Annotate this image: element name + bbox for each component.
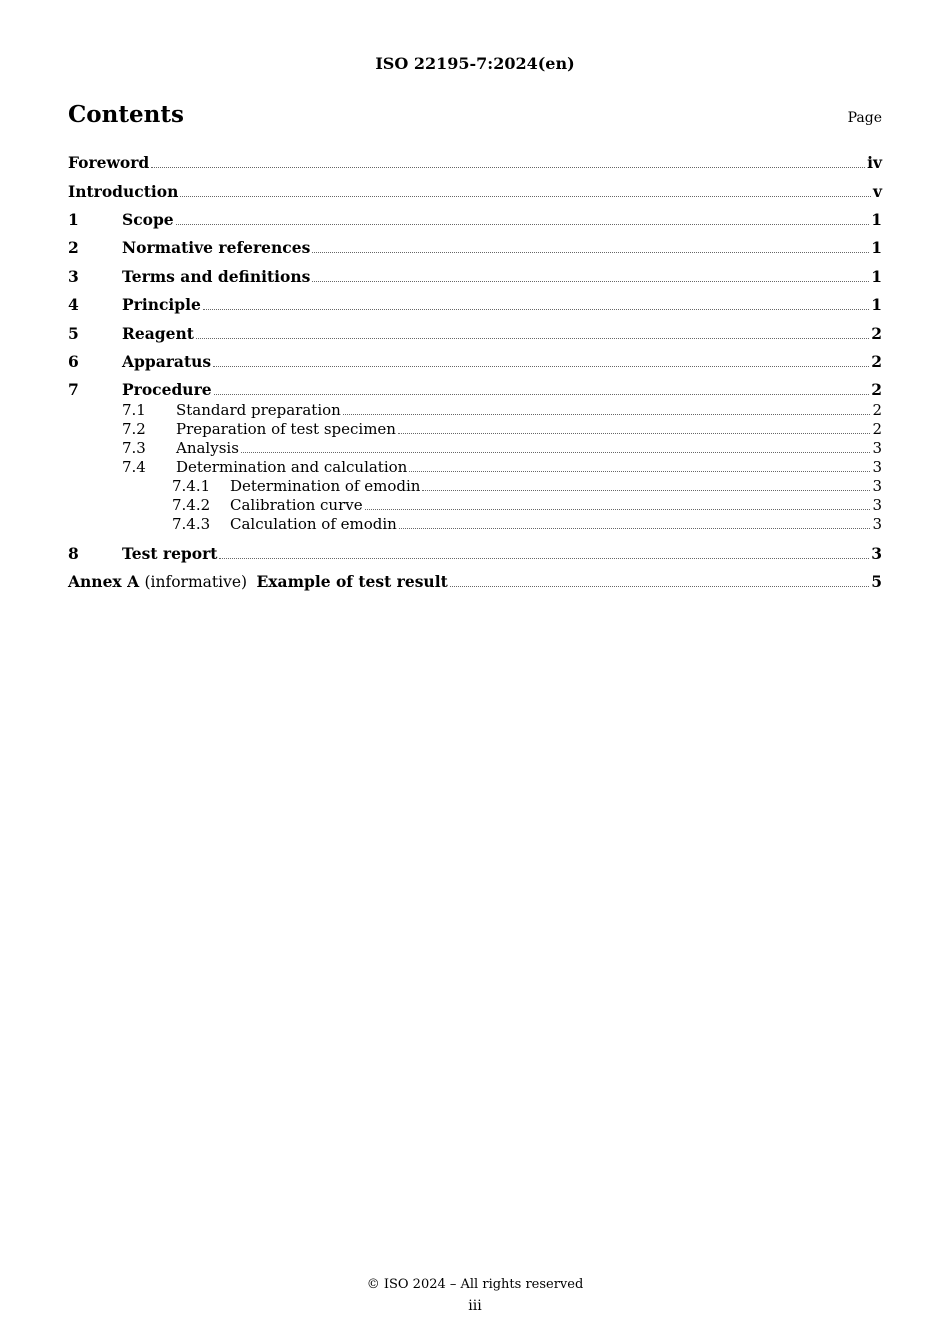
toc-entry-number: 1 xyxy=(68,210,79,229)
annex-type: (informative) xyxy=(144,573,248,591)
toc-entry-number: 7.4.2 xyxy=(172,496,211,514)
toc-entry-number: 7 xyxy=(68,380,79,399)
toc-entry-page: 3 xyxy=(872,496,882,514)
dot-leader xyxy=(241,451,871,453)
toc-entry-foreword[interactable] xyxy=(68,153,882,172)
toc-entry-page: 3 xyxy=(872,477,882,495)
toc-entry-page: 1 xyxy=(871,267,882,286)
toc-entry-number: 2 xyxy=(68,238,79,257)
toc-entry-number: 4 xyxy=(68,295,79,314)
toc-entry-page: 3 xyxy=(872,439,882,457)
toc-entry-page: 1 xyxy=(871,295,882,314)
toc-entry-calculation-of-emodin[interactable] xyxy=(68,515,882,533)
toc-entry-title: Terms and definitions xyxy=(122,267,311,286)
toc-entry-page: 3 xyxy=(872,458,882,476)
dot-leader xyxy=(409,470,870,472)
dot-leader xyxy=(343,413,871,415)
dot-leader xyxy=(180,195,871,197)
toc-entry-page: 2 xyxy=(872,401,882,419)
toc-entry-determination-of-emodin[interactable] xyxy=(68,477,882,495)
toc-entry-number: 6 xyxy=(68,352,79,371)
document-header: ISO 22195-7:2024(en) xyxy=(375,54,575,73)
toc-entry-scope[interactable] xyxy=(68,210,882,229)
toc-entry-page: v xyxy=(872,182,882,201)
toc-entry-title: Calculation of emodin xyxy=(230,515,397,533)
dot-leader xyxy=(365,508,871,510)
toc-entry-introduction[interactable] xyxy=(68,182,882,201)
toc-entry-title: Determination of emodin xyxy=(230,477,421,495)
toc-entry-preparation-of-test-specimen[interactable] xyxy=(68,420,882,438)
toc-entry-number: 7.4 xyxy=(122,458,146,476)
toc-entry-page: 3 xyxy=(872,515,882,533)
toc-entry-analysis[interactable] xyxy=(68,439,882,457)
toc-entry-number: 5 xyxy=(68,324,79,343)
toc-entry-title: Procedure xyxy=(122,380,212,399)
dot-leader xyxy=(151,166,865,168)
toc-entry-title: Test report xyxy=(122,544,218,563)
toc-entry-terms-and-definitions[interactable] xyxy=(68,267,882,286)
toc-entry-number: 7.1 xyxy=(122,401,146,419)
toc-entry-number: 7.4.3 xyxy=(172,515,211,533)
toc-entry-reagent[interactable] xyxy=(68,324,882,343)
dot-leader xyxy=(398,432,870,434)
dot-leader xyxy=(196,337,869,339)
toc-entry-title: Preparation of test specimen xyxy=(176,420,396,438)
toc-entry-test-report[interactable] xyxy=(68,544,882,563)
toc-entry-title: Normative references xyxy=(122,238,311,257)
page-column-label: Page xyxy=(847,110,882,126)
toc-entry-annex-a[interactable] xyxy=(68,572,882,591)
footer-copyright: © ISO 2024 – All rights reserved xyxy=(366,1277,584,1292)
toc-entry-page: 2 xyxy=(871,324,882,343)
annex-label: Annex A xyxy=(68,572,140,591)
annex-title: Example of test result xyxy=(256,572,448,591)
toc-entry-principle[interactable] xyxy=(68,295,882,314)
dot-leader xyxy=(399,527,871,529)
contents-title: Contents xyxy=(68,101,184,128)
dot-leader xyxy=(203,308,869,310)
toc-entry-page: 2 xyxy=(871,380,882,399)
toc-entry-normative-references[interactable] xyxy=(68,238,882,257)
toc-entry-number: 7.2 xyxy=(122,420,146,438)
toc-entry-title: Analysis xyxy=(176,439,239,457)
dot-leader xyxy=(312,251,869,253)
dot-leader xyxy=(219,557,869,559)
toc-entry-title: Apparatus xyxy=(122,352,212,371)
dot-leader xyxy=(176,223,870,225)
toc-entry-title: Determination and calculation xyxy=(176,458,408,476)
toc-entry-page: iv xyxy=(867,153,882,172)
toc-entry-title: Foreword xyxy=(68,153,150,172)
dot-leader xyxy=(214,393,870,395)
dot-leader xyxy=(422,489,870,491)
toc-entry-apparatus[interactable] xyxy=(68,352,882,371)
dot-leader xyxy=(312,280,869,282)
toc-entry-page: 2 xyxy=(871,352,882,371)
toc-entry-number: 8 xyxy=(68,544,79,563)
toc-entry-title xyxy=(68,572,448,591)
toc-entry-number: 3 xyxy=(68,267,79,286)
toc-entry-title: Introduction xyxy=(68,182,179,201)
toc-entry-page: 5 xyxy=(871,572,882,591)
toc-entry-standard-preparation[interactable] xyxy=(68,401,882,419)
footer-page-number: iii xyxy=(468,1298,482,1314)
toc-entry-title: Principle xyxy=(122,295,201,314)
dot-leader xyxy=(450,585,869,587)
toc-entry-calibration-curve[interactable] xyxy=(68,496,882,514)
toc-entry-page: 1 xyxy=(871,238,882,257)
toc-entry-procedure[interactable] xyxy=(68,380,882,399)
toc-entry-page: 2 xyxy=(872,420,882,438)
toc-entry-title: Reagent xyxy=(122,324,194,343)
toc-entry-page: 3 xyxy=(871,544,882,563)
toc-entry-number: 7.3 xyxy=(122,439,146,457)
toc-entry-number: 7.4.1 xyxy=(172,477,211,495)
toc-entry-determination-and-calculation[interactable] xyxy=(68,458,882,476)
toc-entry-title: Standard preparation xyxy=(176,401,341,419)
toc-entry-title: Calibration curve xyxy=(230,496,363,514)
toc-entry-title: Scope xyxy=(122,210,174,229)
toc-entry-page: 1 xyxy=(871,210,882,229)
dot-leader xyxy=(213,365,869,367)
